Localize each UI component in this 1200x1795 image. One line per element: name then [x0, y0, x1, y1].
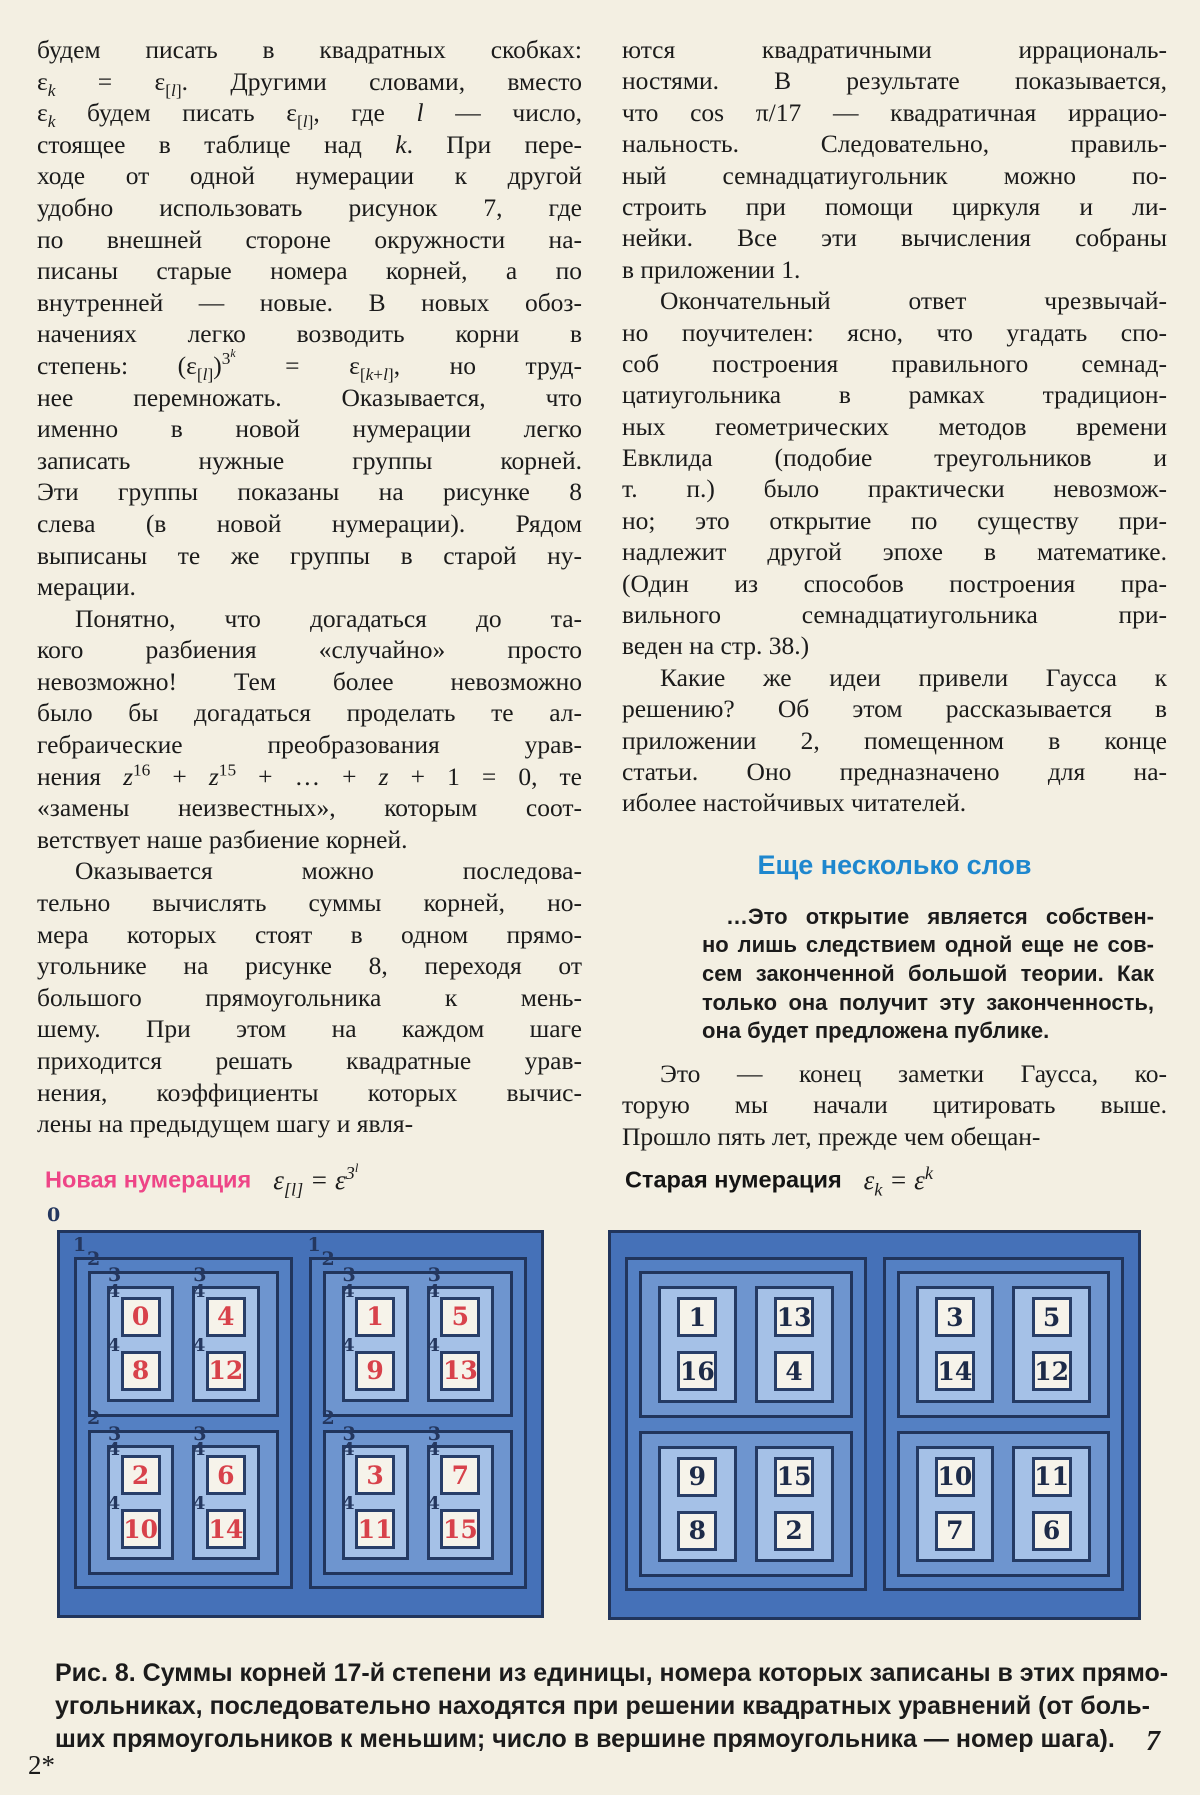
rect-step-3: [1012, 1446, 1091, 1563]
rect-step-3: [342, 1422, 409, 1561]
root-number: 15: [776, 1462, 812, 1492]
rect-step-2: [897, 1431, 1111, 1578]
text-line: веден на стр. 38.): [622, 631, 810, 661]
rect-step-3: [755, 1286, 834, 1403]
right-text-column: [622, 34, 1167, 1152]
root-number-cell: [774, 1351, 814, 1391]
step-label: 2: [87, 1406, 101, 1429]
root-number-cell: [935, 1297, 975, 1337]
rect-step-3: [1012, 1286, 1091, 1403]
text-line: Евклида (подобие треугольников и: [622, 443, 1167, 473]
root-number-cell: [677, 1511, 717, 1551]
text-line: гебраические преобразования урав-: [37, 730, 582, 760]
text-line: нения $z^{16} + z^{15}$ + … + z + 1 = 0, те: [37, 760, 582, 791]
text-line: торую мы начали цитировать выше.: [622, 1090, 1167, 1120]
text-line: приходится решать квадратные урав-: [37, 1046, 582, 1075]
new-numbering-math: $\varepsilon_{[l]} = \varepsilon^{3^l}$: [273, 1160, 359, 1199]
step-label: 4: [342, 1493, 355, 1515]
rect-step-3: [192, 1264, 259, 1402]
step-label: 3: [427, 1264, 441, 1286]
root-number: 2: [131, 1460, 150, 1490]
root-number: 14: [208, 1514, 244, 1544]
root-number-cell: [774, 1511, 814, 1551]
rect-step-0: [47, 1204, 544, 1618]
caption-line: Рис. 8. Суммы корней 17-й степени из единицы, номера которых записаны в этих прямо-: [55, 1659, 1169, 1687]
rect-step-2: [87, 1248, 279, 1417]
rect-step-1: [73, 1234, 293, 1589]
rect-step-3: [658, 1286, 737, 1403]
root-number-cell: [1032, 1297, 1072, 1337]
root-number-cell: [192, 1280, 246, 1337]
root-number: 15: [442, 1514, 478, 1544]
section-heading: Еще несколько слов: [757, 849, 1032, 880]
root-number: 13: [442, 1356, 478, 1386]
root-number-cell: [107, 1493, 161, 1549]
old-numbering-label: Старая нумерация: [625, 1166, 842, 1193]
step-label: 2: [87, 1248, 101, 1270]
root-number: 6: [1042, 1516, 1061, 1546]
text-line: ходе от одной нумерации к другой: [37, 161, 582, 191]
rect-step-3: [658, 1446, 737, 1563]
old-numbering-formula: [625, 1162, 933, 1199]
text-line: нейки. Все эти вычисления собраны: [622, 223, 1167, 253]
step-label: 1: [73, 1234, 87, 1256]
rect-step-1: [883, 1257, 1125, 1591]
root-number-cell: [774, 1297, 814, 1337]
text-line: в приложении 1.: [622, 254, 801, 284]
root-number-cell: [342, 1280, 395, 1337]
root-number: 11: [1034, 1462, 1070, 1492]
root-number: 13: [776, 1302, 812, 1332]
text-line: начениях легко возводить корни в: [37, 319, 582, 349]
rect-step-3: [342, 1264, 409, 1402]
root-number-cell: [342, 1439, 395, 1495]
caption-line: угольниках, последовательно находятся при решении квадратных уравнений (от боль-: [55, 1692, 1150, 1720]
rect-step-2: [897, 1271, 1111, 1418]
step-label: 4: [192, 1439, 206, 1461]
paragraph: [622, 662, 1167, 819]
root-number: 5: [451, 1302, 470, 1332]
root-number: 9: [688, 1462, 707, 1492]
root-number-cell: [1032, 1351, 1072, 1391]
step-label: 4: [192, 1493, 206, 1515]
root-number-cell: [935, 1351, 975, 1391]
after-quote-paragraphs: [622, 1058, 1167, 1152]
root-number-cell: [677, 1457, 717, 1497]
root-number: 4: [217, 1302, 235, 1332]
step-label: 3: [342, 1422, 356, 1445]
rect-step-2: [87, 1406, 279, 1576]
figure-caption: [55, 1657, 1169, 1756]
step-label: 2: [321, 1406, 335, 1429]
quote-line: сем законченной большой теории. Как: [702, 960, 1154, 986]
root-number-cell: [107, 1334, 161, 1391]
new-numbering-label: Новая нумерация: [45, 1166, 252, 1193]
root-number: 3: [946, 1302, 964, 1332]
step-label: 4: [427, 1439, 440, 1461]
step-label: 4: [192, 1280, 206, 1302]
text-line: но; это открытие по существу при-: [622, 505, 1167, 535]
root-number: 1: [366, 1302, 384, 1332]
text-line: $\varepsilon_k = \varepsilon_{[l]}$. Другими словами, вместо: [37, 66, 582, 100]
step-label: 4: [427, 1334, 440, 1356]
paragraph: [37, 855, 582, 1139]
root-number: 3: [366, 1460, 384, 1490]
text-line: приложении 2, помещенном в конце: [622, 725, 1167, 755]
paragraph: [622, 1058, 1167, 1152]
rect-step-1: [307, 1234, 528, 1589]
gauss-quote-block: [702, 903, 1154, 1046]
text-line: тельно вычислять суммы корней, но-: [37, 888, 582, 918]
text-line: статьи. Оно предназначено для на-: [622, 756, 1167, 786]
text-line: решению? Об этом рассказывается в: [622, 694, 1167, 724]
text-line: т. п.) было практически невозмож-: [622, 474, 1167, 504]
quote-line: только она получит эту законченность,: [702, 989, 1154, 1015]
root-number: 10: [123, 1514, 159, 1544]
step-label: 4: [427, 1493, 440, 1515]
text-line: по внешней стороне окружности на-: [37, 224, 582, 254]
rect-step-3: [916, 1286, 995, 1403]
root-number-cell: [1032, 1457, 1072, 1497]
root-number: 11: [357, 1514, 393, 1544]
left-text-column: [37, 34, 582, 1140]
quote-line: …Это открытие является собствен-: [726, 903, 1154, 929]
root-number-cell: [677, 1297, 717, 1337]
step-label: 0: [47, 1204, 61, 1226]
root-number-cell: [935, 1457, 975, 1497]
root-number-cell: [427, 1493, 480, 1549]
step-label: 4: [107, 1334, 121, 1356]
root-number: 0: [131, 1302, 150, 1332]
root-number: 12: [208, 1356, 244, 1386]
rect-step-1: [625, 1257, 867, 1591]
page-number: 7: [1146, 1726, 1160, 1757]
root-number: 5: [1042, 1302, 1061, 1332]
root-number-cell: [935, 1511, 975, 1551]
root-number-cell: [1032, 1511, 1072, 1551]
text-line: ных геометрических методов времени: [622, 411, 1167, 441]
rect-step-2: [321, 1406, 514, 1576]
rect-step-3: [107, 1264, 174, 1402]
footnote-mark: 2*: [28, 1750, 55, 1780]
text-line: ветствует наше разбиение корней.: [37, 824, 408, 854]
quote-line: она будет предложена публике.: [702, 1018, 1050, 1044]
text-line: «замены неизвестных», которым соот-: [37, 793, 582, 823]
rect-step-3: [755, 1446, 834, 1563]
root-number-cell: [107, 1280, 161, 1337]
figure-old-numbering: [608, 1230, 1141, 1620]
rect-step-3: [916, 1446, 995, 1563]
root-number: 8: [688, 1516, 707, 1546]
new-numbering-formula: [45, 1160, 359, 1199]
root-number: 4: [785, 1356, 803, 1386]
step-label: 4: [342, 1280, 355, 1302]
root-number: 2: [785, 1516, 803, 1546]
text-line: строить при помощи циркуля и ли-: [622, 191, 1167, 221]
root-number-cell: [427, 1439, 480, 1495]
text-line: нения, коэффициенты которых вычис-: [37, 1077, 582, 1107]
old-numbering-math: $\varepsilon_k = \varepsilon^k$: [863, 1162, 933, 1199]
text-line: писаны старые номера корней, а по: [37, 256, 582, 286]
text-line: но поучителен: ясно, что угадать спо-: [622, 317, 1167, 347]
text-line: лены на предыдущем шагу и явля-: [37, 1109, 414, 1139]
step-label: 4: [342, 1439, 355, 1461]
step-label: 3: [193, 1422, 207, 1445]
step-label: 4: [192, 1334, 206, 1356]
root-number: 10: [937, 1462, 973, 1492]
step-label: 3: [108, 1264, 122, 1286]
step-label: 1: [307, 1234, 321, 1256]
text-line: стоящее в таблице над k. При пере-: [37, 129, 582, 159]
root-number-cell: [192, 1493, 246, 1549]
root-number: 6: [217, 1460, 235, 1490]
step-label: 3: [193, 1264, 207, 1286]
text-line: ются квадратичными иррациональ-: [622, 35, 1167, 64]
rect-step-2: [639, 1431, 853, 1578]
rect-step-3: [107, 1422, 174, 1561]
caption-line: ших прямоугольников к меньшим; число в вершине прямоугольника — номер шага).: [55, 1725, 1115, 1753]
root-number-cell: [342, 1334, 395, 1391]
root-number-cell: [107, 1439, 161, 1495]
text-line: Понятно, что догадаться до та-: [75, 603, 582, 633]
root-number: 7: [946, 1516, 964, 1546]
text-line: Окончательный ответ чрезвычай-: [660, 286, 1167, 316]
rect-step-3: [192, 1422, 259, 1561]
text-line: (Один из способов построения пра-: [622, 568, 1167, 598]
paragraph: [622, 285, 1167, 662]
text-line: надлежит другой эпохе в математике.: [622, 537, 1167, 567]
text-line: $\varepsilon_k$ будем писать $\varepsilon_{[l]}$, где l — число,: [37, 98, 583, 132]
step-label: 4: [107, 1280, 121, 1302]
root-number-cell: [192, 1334, 246, 1391]
root-number-cell: [342, 1493, 395, 1549]
text-line: мерации.: [37, 572, 136, 602]
root-number: 7: [451, 1460, 470, 1490]
quote-line: но лишь следствием одной еще не сов-: [702, 932, 1154, 958]
rect-step-3: [427, 1422, 494, 1561]
text-line: Это — конец заметки Гаусса, ко-: [660, 1058, 1167, 1088]
root-number-cell: [427, 1280, 480, 1337]
root-number: 8: [131, 1356, 150, 1386]
text-line: иболее настойчивых читателей.: [622, 788, 967, 818]
text-line: шему. При этом на каждом шаге: [37, 1014, 582, 1044]
step-label: 3: [427, 1422, 441, 1445]
text-line: кого разбиения «случайно» просто: [37, 635, 582, 665]
text-line: ностями. В результате показывается,: [622, 66, 1167, 96]
text-line: большого прямоугольника к мень-: [37, 982, 582, 1012]
root-number-cell: [774, 1457, 814, 1497]
rect-step-3: [427, 1264, 494, 1402]
step-label: 4: [107, 1439, 121, 1461]
root-number: 14: [937, 1356, 973, 1386]
root-number-cell: [192, 1439, 246, 1495]
text-line: Какие же идеи привели Гаусса к: [660, 662, 1167, 692]
step-label: 4: [342, 1334, 355, 1356]
text-line: будем писать в квадратных скобках:: [37, 35, 582, 64]
paragraph: [37, 34, 582, 603]
paragraph: [37, 603, 582, 856]
root-number: 12: [1034, 1356, 1070, 1386]
text-line: слева (в новой нумерации). Рядом: [37, 508, 582, 538]
text-line: степень: $(\varepsilon_{[l]})^{3^k} = \varepsilon_{[k+l]}$, но труд-: [37, 346, 583, 385]
step-label: 4: [107, 1493, 121, 1515]
text-line: ный семнадцатиугольник можно по-: [622, 160, 1167, 190]
text-line: соб построения правильного семнад-: [622, 348, 1167, 378]
text-line: удобно использовать рисунок 7, где: [37, 192, 582, 222]
root-number-cell: [427, 1334, 480, 1391]
text-line: нальность. Следовательно, правиль-: [622, 129, 1167, 159]
text-line: цатиугольника в рамках традицион-: [622, 380, 1167, 410]
text-line: угольнике на рисунке 8, переходя от: [37, 951, 582, 981]
step-label: 2: [321, 1248, 335, 1270]
root-number: 16: [679, 1356, 715, 1386]
text-line: записать нужные группы корней.: [37, 445, 582, 475]
root-number: 1: [688, 1302, 707, 1332]
text-line: невозможно! Тем более невозможно: [37, 666, 582, 696]
text-line: было бы догадаться проделать те ал-: [37, 698, 582, 728]
text-line: нее перемножать. Оказывается, что: [37, 382, 582, 412]
text-line: Оказывается можно последова-: [75, 856, 582, 886]
text-line: вильного семнадцатиугольника при-: [622, 600, 1167, 630]
root-number-cell: [677, 1351, 717, 1391]
text-line: внутренней — новые. В новых обоз-: [37, 287, 582, 317]
text-line: Эти группы показаны на рисунке 8: [37, 477, 582, 507]
paragraph: [622, 34, 1167, 285]
text-line: именно в новой нумерации легко: [37, 414, 582, 444]
text-line: мера которых стоят в одном прямо-: [37, 919, 582, 949]
step-label: 3: [342, 1264, 356, 1286]
step-label: 3: [108, 1422, 122, 1445]
text-line: Прошло пять лет, прежде чем обещан-: [622, 1121, 1041, 1151]
step-label: 4: [427, 1280, 440, 1302]
rect-step-2: [321, 1248, 514, 1417]
root-number: 9: [366, 1356, 384, 1386]
rect-step-0: [608, 1230, 1141, 1620]
figure-new-numbering: [47, 1204, 544, 1618]
text-line: что cos π/17 — квадратичная иррацио-: [622, 97, 1167, 127]
rect-step-2: [639, 1271, 853, 1418]
text-line: выписаны те же группы в старой ну-: [37, 540, 582, 570]
